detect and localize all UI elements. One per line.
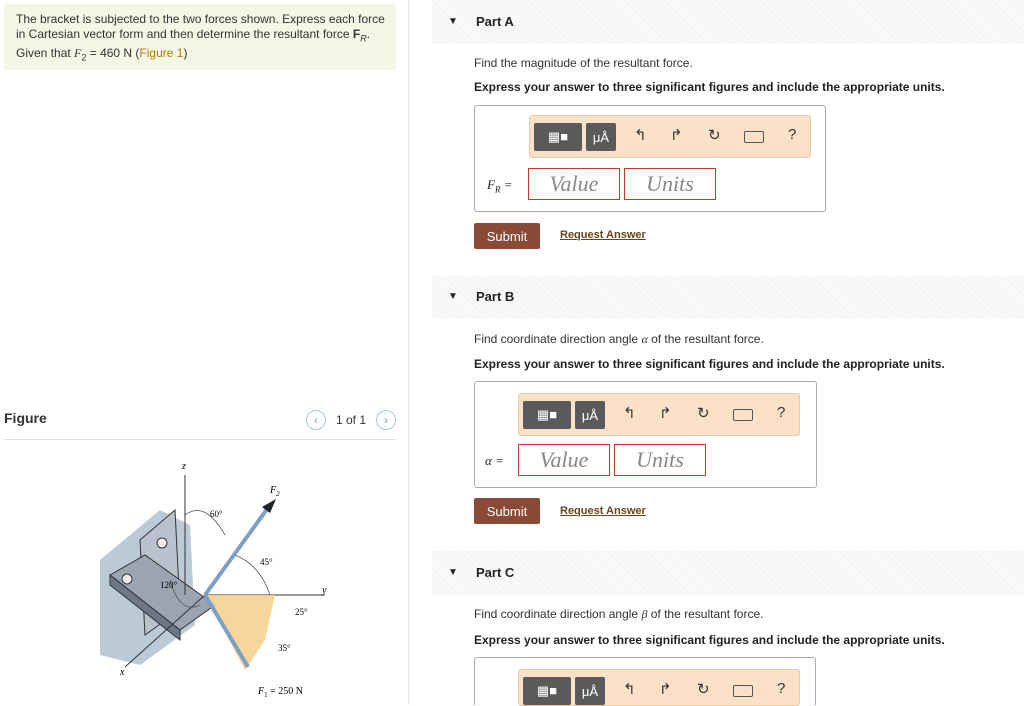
collapse-triangle-icon[interactable]: ▼ [448, 291, 458, 302]
request-answer-link[interactable]: Request Answer [560, 229, 646, 241]
x-axis-label: x [120, 667, 125, 678]
value-input[interactable]: Value [518, 444, 610, 476]
variable-label: $F_R$ = [487, 177, 513, 195]
redo-icon[interactable]: ↱ [659, 681, 672, 698]
units-button[interactable]: μÅ [575, 677, 605, 705]
figure-header [4, 408, 396, 440]
units-input[interactable]: Units [614, 444, 706, 476]
angle-45-label: 45° [260, 557, 273, 567]
submit-button[interactable]: Submit [474, 498, 540, 524]
f1-label: $F_1 = 250$ N [258, 686, 303, 699]
template-icon: ▦■ [547, 129, 569, 144]
f1-projection [205, 595, 275, 670]
part-c-question: Find coordinate direction angle β of the resultant force. [474, 607, 764, 621]
undo-icon[interactable]: ↰ [634, 127, 647, 144]
y-axis-label: y [322, 585, 327, 596]
figure-pager [306, 408, 396, 432]
units-input[interactable]: Units [624, 168, 716, 200]
help-button[interactable]: ? [777, 680, 786, 697]
math-toolbar [518, 393, 800, 436]
reset-icon[interactable]: ↻ [697, 681, 710, 698]
part-b-question: Find coordinate direction angle α of the resultant force. [474, 332, 764, 346]
bolt-hole-icon [122, 574, 132, 584]
bolt-hole-icon [157, 538, 167, 548]
template-button[interactable] [534, 123, 582, 151]
math-toolbar [518, 669, 800, 706]
figure-title: Figure [4, 410, 47, 426]
chevron-right-icon: › [384, 413, 388, 427]
template-icon: ▦■ [536, 683, 558, 698]
template-button[interactable] [523, 677, 571, 705]
pager-label: 1 of 1 [335, 413, 366, 427]
part-title: Part A [476, 14, 514, 29]
chevron-left-icon: ‹ [313, 413, 318, 427]
template-button[interactable] [523, 401, 571, 429]
math-toolbar [529, 115, 811, 158]
reset-icon[interactable]: ↻ [708, 127, 721, 144]
part-c-header[interactable] [432, 551, 1024, 595]
z-axis-label: z [182, 461, 186, 472]
figure-link[interactable]: Figure 1 [139, 46, 184, 61]
angle-35-label: 35° [278, 643, 291, 653]
part-title: Part C [476, 565, 515, 580]
problem-statement: The bracket is subjected to the two forces shown. Express each force in Cartesian vector form and then determine the resultant force $F_R$. Given that $F_2 = 460$ N (Figure 1) [4, 4, 396, 70]
value-input[interactable]: Value [528, 168, 620, 200]
f2-label: $F_2$ [270, 485, 280, 498]
part-title: Part B [476, 289, 515, 304]
redo-icon[interactable]: ↱ [659, 405, 672, 422]
part-a-answer-box [474, 105, 826, 212]
request-answer-link[interactable]: Request Answer [560, 505, 646, 517]
collapse-triangle-icon[interactable]: ▼ [448, 16, 458, 27]
collapse-triangle-icon[interactable]: ▼ [448, 567, 458, 578]
help-button[interactable]: ? [777, 404, 786, 421]
angle-25-label: 25° [295, 607, 308, 617]
submit-button[interactable]: Submit [474, 223, 540, 249]
next-figure-button[interactable] [376, 410, 396, 430]
keyboard-icon[interactable] [733, 409, 753, 421]
help-button[interactable]: ? [788, 126, 797, 143]
keyboard-icon[interactable] [733, 685, 753, 697]
units-button[interactable]: μÅ [575, 401, 605, 429]
template-icon: ▦■ [536, 407, 558, 422]
part-a-header[interactable] [432, 0, 1024, 44]
angle-60-label: 60° [210, 509, 223, 519]
part-b-header[interactable] [432, 275, 1024, 319]
part-a-question: Find the magnitude of the resultant force. [474, 56, 693, 70]
part-c-answer-box [474, 657, 816, 705]
bracket-figure [100, 455, 340, 705]
part-b-answer-box [474, 381, 817, 488]
undo-icon[interactable]: ↰ [623, 681, 636, 698]
part-b-instruction: Express your answer to three significant figures and include the appropriate units. [474, 357, 945, 371]
left-panel [0, 0, 409, 705]
units-button[interactable]: μÅ [586, 123, 616, 151]
undo-icon[interactable]: ↰ [623, 405, 636, 422]
variable-label: α = [485, 453, 504, 468]
keyboard-icon[interactable] [744, 131, 764, 143]
angle-120-label: 120° [160, 580, 178, 590]
part-a-instruction: Express your answer to three significant figures and include the appropriate units. [474, 80, 945, 94]
redo-icon[interactable]: ↱ [670, 127, 683, 144]
part-c-instruction: Express your answer to three significant figures and include the appropriate units. [474, 633, 945, 647]
prev-figure-button[interactable] [306, 410, 326, 430]
reset-icon[interactable]: ↻ [697, 405, 710, 422]
